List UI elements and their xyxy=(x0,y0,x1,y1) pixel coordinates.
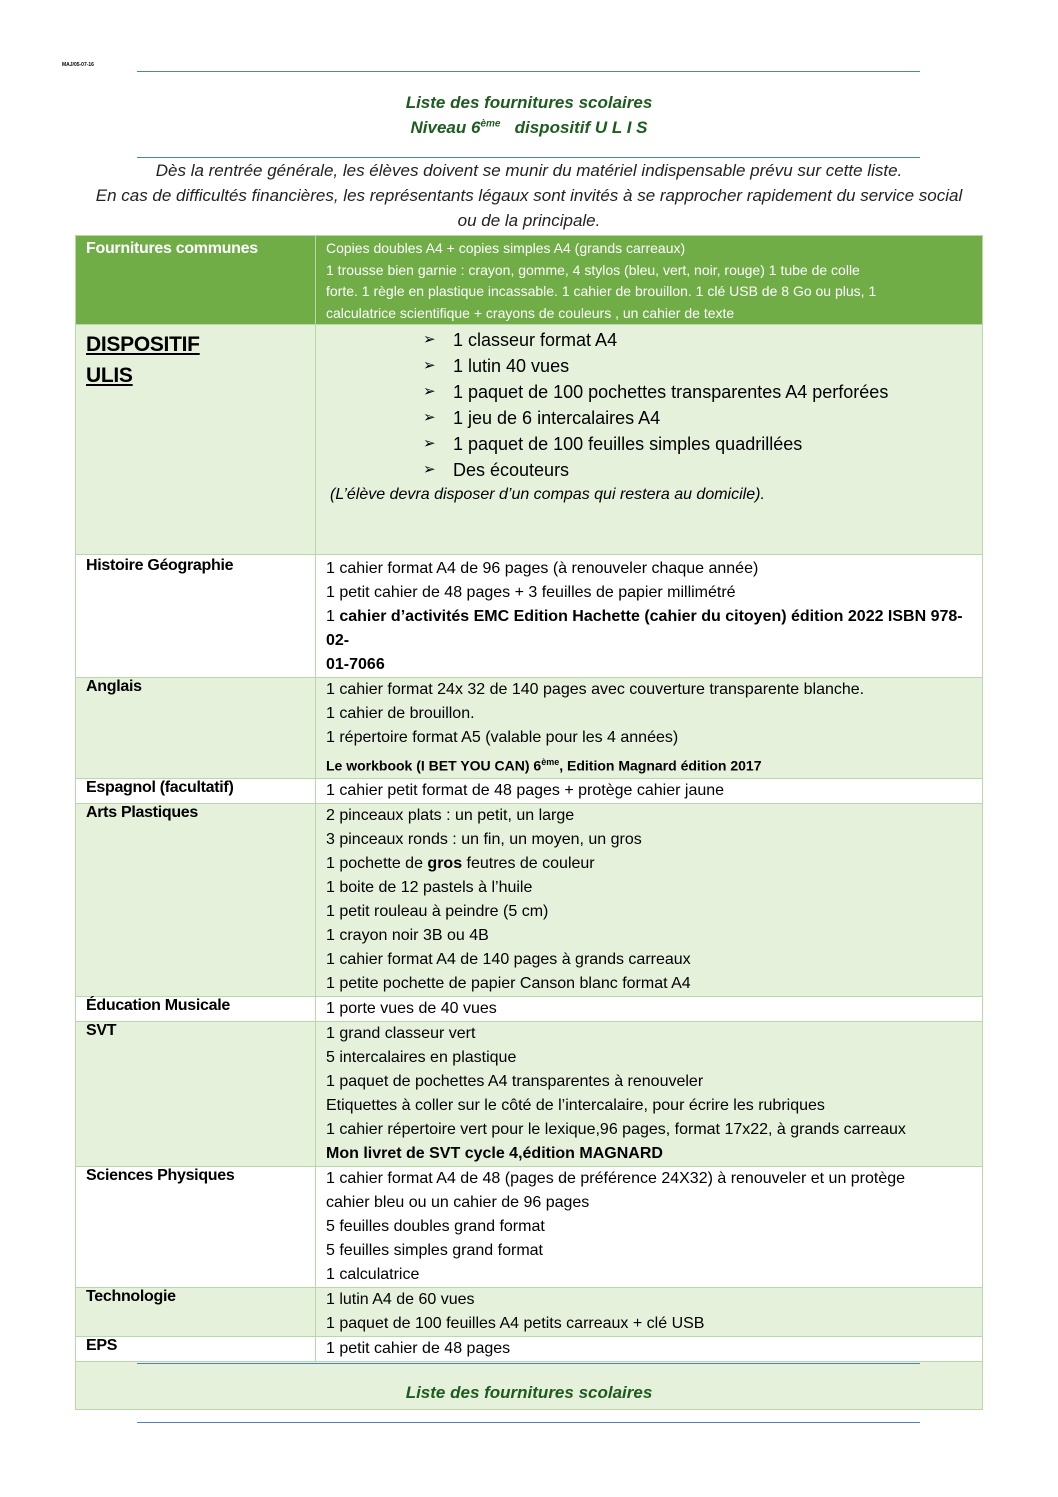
subject-content xyxy=(316,803,983,996)
subject-label: Éducation Musicale xyxy=(76,996,316,1021)
level-sup: ème xyxy=(480,118,501,130)
content-line: 01-7066 xyxy=(326,656,385,673)
top-rule xyxy=(137,71,920,72)
subject-label: EPS xyxy=(76,1336,316,1361)
list-item-label: 1 jeu de 6 intercalaires A4 xyxy=(453,408,661,428)
content-text-bold: cahier d’activités EMC Edition Hachette (cahier du citoyen) édition 2022 ISBN 978-02- xyxy=(326,608,963,649)
content-line: 1 cahier de brouillon. xyxy=(326,705,475,722)
content-line: Mon livret de SVT cycle 4,édition MAGNARD xyxy=(326,1144,663,1162)
subject-content xyxy=(316,1287,983,1336)
content-text: 1 pochette de xyxy=(326,854,428,872)
content-line: 1 petit rouleau à peindre (5 cm) xyxy=(326,902,549,920)
content-line: 1 cahier format 24x 32 de 140 pages avec couverture transparente blanche. xyxy=(326,681,865,698)
dispositif-label: dispositif U L I S xyxy=(514,118,648,137)
table-row-techno xyxy=(76,1287,983,1336)
content-line: 1 trousse bien garnie : crayon, gomme, 4 stylos (bleu, vert, noir, rouge) 1 tube de colle xyxy=(326,261,860,278)
content-line: cahier bleu ou un cahier de 96 pages xyxy=(326,1193,590,1211)
content-line: 1 boite de 12 pastels à l’huile xyxy=(326,878,533,896)
content-text: Le workbook (I BET YOU CAN) 6 xyxy=(326,757,542,774)
intro-line-1: Dès la rentrée générale, les élèves doivent se munir du matériel indispensable prévu sur cette liste. xyxy=(155,161,903,180)
content-line: 1 paquet de pochettes A4 transparentes à renouveler xyxy=(326,1072,704,1090)
subject-content xyxy=(316,778,983,803)
arrow-bullet-icon: ➢ xyxy=(423,383,436,400)
subject-content xyxy=(316,996,983,1021)
footer-bottom-rule xyxy=(137,1422,920,1423)
table-row-eps xyxy=(76,1336,983,1361)
table-row-histoire xyxy=(76,555,983,678)
content-line: 1 petit cahier de 48 pages xyxy=(326,1339,511,1357)
content-line: 1 cahier format A4 de 140 pages à grands carreaux xyxy=(326,950,691,968)
list-item xyxy=(423,431,972,457)
arrow-bullet-icon: ➢ xyxy=(423,435,436,452)
table-row-common xyxy=(76,236,983,325)
level-label: Niveau 6 xyxy=(410,118,481,137)
list-item-label: 1 classeur format A4 xyxy=(453,330,618,350)
content-line: 1 cahier format A4 de 96 pages (à renouveler chaque année) xyxy=(326,560,759,577)
content-line: 1 petit cahier de 48 pages + 3 feuilles de papier millimétré xyxy=(326,584,736,601)
list-item xyxy=(423,353,972,379)
list-item xyxy=(423,457,972,483)
list-item-label: 1 lutin 40 vues xyxy=(453,356,570,376)
list-item-label: 1 paquet de 100 pochettes transparentes A4 perforées xyxy=(453,382,889,402)
subject-content xyxy=(316,678,983,779)
ulis-title-line-2: ULIS xyxy=(86,364,133,387)
subject-label: Arts Plastiques xyxy=(76,803,316,996)
subject-content xyxy=(316,1336,983,1361)
page-title: Liste des fournitures scolaires xyxy=(405,93,653,112)
intro-line-2: En cas de difficultés financières, les représentants légaux sont invités à se rapprocher rapidement du service social xyxy=(95,186,963,205)
subject-label: Technologie xyxy=(76,1287,316,1336)
content-line: 1 lutin A4 de 60 vues xyxy=(326,1290,475,1308)
arrow-bullet-icon: ➢ xyxy=(423,461,436,478)
content-text: feutres de couleur xyxy=(462,854,595,872)
content-line: Copies doubles A4 + copies simples A4 (grands carreaux) xyxy=(326,240,686,256)
ulis-title-line-1: DISPOSITIF xyxy=(86,333,200,356)
document-reference: MAJ/05-07-16 xyxy=(62,62,94,68)
table-row-ulis xyxy=(76,325,983,555)
intro-line-3: ou de la principale. xyxy=(457,211,601,230)
content-line: 3 pinceaux ronds : un fin, un moyen, un gros xyxy=(326,830,642,848)
table-row-musique xyxy=(76,996,983,1021)
list-item-label: 1 paquet de 100 feuilles simples quadrillées xyxy=(453,434,803,454)
content-text-bold: gros xyxy=(427,854,463,872)
table-row-anglais xyxy=(76,678,983,779)
content-line: 1 paquet de 100 feuilles A4 petits carreaux + clé USB xyxy=(326,1314,705,1332)
content-text: , Edition Magnard édition 2017 xyxy=(559,757,762,774)
ulis-list xyxy=(326,327,972,483)
content-line: calculatrice scientifique + crayons de couleurs , un cahier de texte xyxy=(326,304,735,321)
content-line: 1 cahier répertoire vert pour le lexique,96 pages, format 17x22, à grands carreaux xyxy=(326,1120,906,1138)
table-row-espagnol xyxy=(76,778,983,803)
subject-label: Espagnol (facultatif) xyxy=(76,778,316,803)
footer-title: Liste des fournitures scolaires xyxy=(405,1383,653,1402)
supplies-table xyxy=(75,235,983,1410)
content-line xyxy=(326,750,972,778)
list-item-label: Des écouteurs xyxy=(453,460,570,480)
content-line: 1 grand classeur vert xyxy=(326,1024,476,1042)
table-row-arts xyxy=(76,803,983,996)
table-row-physique xyxy=(76,1166,983,1287)
content-line: 1 calculatrice xyxy=(326,1265,420,1283)
list-item xyxy=(423,379,972,405)
subject-content xyxy=(316,325,983,555)
arrow-bullet-icon: ➢ xyxy=(423,331,436,348)
page-subtitle xyxy=(0,118,1058,138)
footer-top-rule xyxy=(137,1363,920,1364)
content-line: 1 petite pochette de papier Canson blanc format A4 xyxy=(326,974,691,992)
subject-content xyxy=(316,1166,983,1287)
subject-content xyxy=(316,236,983,325)
content-line: 1 répertoire format A5 (valable pour les 4 années) xyxy=(326,729,679,746)
subject-content xyxy=(316,555,983,678)
content-line: 5 feuilles simples grand format xyxy=(326,1241,543,1259)
subject-label: Fournitures communes xyxy=(76,236,316,325)
subject-label: Anglais xyxy=(76,678,316,779)
content-line: 1 crayon noir 3B ou 4B xyxy=(326,926,489,944)
content-line: 1 porte vues de 40 vues xyxy=(326,999,497,1017)
subject-label: Histoire Géographie xyxy=(76,555,316,678)
content-line: Etiquettes à coller sur le côté de l’intercalaire, pour écrire les rubriques xyxy=(326,1096,825,1114)
subject-content xyxy=(316,1021,983,1166)
subject-label: Sciences Physiques xyxy=(76,1166,316,1287)
content-text: 1 xyxy=(326,608,340,625)
content-line xyxy=(326,605,972,653)
content-line: 1 cahier petit format de 48 pages + protège cahier jaune xyxy=(326,781,725,799)
arrow-bullet-icon: ➢ xyxy=(423,357,436,374)
title-rule xyxy=(137,157,920,158)
content-line: 5 feuilles doubles grand format xyxy=(326,1217,545,1235)
arrow-bullet-icon: ➢ xyxy=(423,409,436,426)
subject-label xyxy=(76,325,316,555)
ulis-note: (L’élève devra disposer d’un compas qui restera au domicile). xyxy=(330,486,765,503)
content-line: 1 cahier format A4 de 48 (pages de préférence 24X32) à renouveler et un protège xyxy=(326,1169,906,1187)
content-line: 5 intercalaires en plastique xyxy=(326,1048,517,1066)
content-line: forte. 1 règle en plastique incassable. 1 cahier de brouillon. 1 clé USB de 8 Go ou plus, 1 xyxy=(326,283,877,299)
content-line: 2 pinceaux plats : un petit, un large xyxy=(326,806,575,824)
content-line xyxy=(326,852,972,876)
list-item xyxy=(423,405,972,431)
content-sup: ème xyxy=(541,757,560,767)
subject-label: SVT xyxy=(76,1021,316,1166)
list-item xyxy=(423,327,972,353)
table-row-svt xyxy=(76,1021,983,1166)
